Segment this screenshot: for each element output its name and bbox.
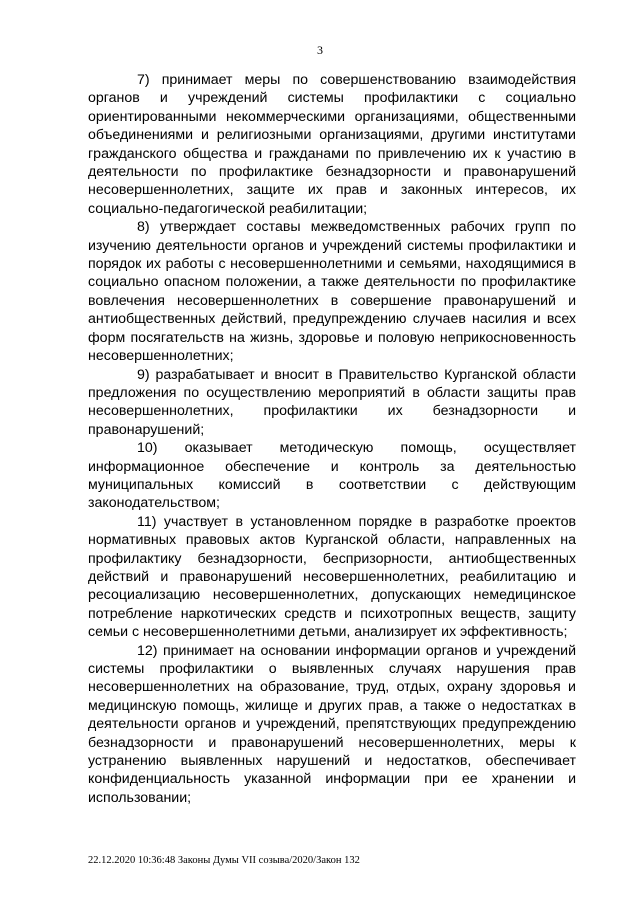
paragraph-item-7: 7) принимает меры по совершенствованию взаимодействия органов и учреждений системы профилактики с социально ориентированными некоммерческими организациями, общественными объединениями и религиозными организациями, другими институтами гражданского общества и гражданами по привлечению их к участию в деятельности по профилактике безнадзорности и правонарушений несовершеннолетних, защите их прав и законных интересов, их социально-педагогической реабилитации; bbox=[88, 72, 576, 217]
paragraph-item-8: 8) утверждает составы межведомственных рабочих групп по изучению деятельности органов и учреждений системы профилактики и порядок их работы с несовершеннолетними и семьями, находящимися в социально опасном положении, а также деятельности по профилактике вовлечения несовершеннолетних в совершение правонарушений и антиобщественных действий, предупреждению случаев насилия и всех форм посягательств на жизнь, здоровье и половую неприкосновенность несовершеннолетних; bbox=[88, 219, 576, 365]
paragraph-item-9: 9) разрабатывает и вносит в Правительство Курганской области предложения по осуществлению мероприятий в области защиты прав несовершеннолетних, профилактики их безнадзорности и правонарушений; bbox=[88, 366, 576, 438]
page-number: 3 bbox=[317, 43, 323, 57]
document-body bbox=[88, 71, 576, 807]
document-footer-stamp: 22.12.2020 10:36:48 Законы Думы VII созыва/2020/Закон 132 bbox=[88, 855, 360, 866]
paragraph-item-10: 10) оказывает методическую помощь, осуществляет информационное обеспечение и контроль за деятельностью муниципальных комиссий в соответствии с действующим законодательством; bbox=[88, 440, 576, 512]
paragraph-item-12: 12) принимает на основании информации органов и учреждений системы профилактики о выявленных случаях нарушения прав несовершеннолетних на образование, труд, отдых, охрану здоровья и медицинскую помощь, жилище и других прав, а также о недостатках в деятельности органов и учреждений, препятствующих предупреждению безнадзорности и правонарушений несовершеннолетних, меры к устранению выявленных нарушений и недостатков, обеспечивает конфиденциальность указанной информации при ее хранении и использовании; bbox=[88, 642, 576, 806]
paragraph-item-11: 11) участвует в установленном порядке в разработке проектов нормативных правовых актов Курганской области, направленных на профилактику безнадзорности, беспризорности, антиобщественных действий и правонарушений несовершеннолетних, реабилитацию и ресоциализацию несовершеннолетних, допускающих немедицинское потребление наркотических средств и психотропных веществ, защиту семьи с несовершеннолетними детьми, анализирует их эффективность; bbox=[88, 513, 576, 641]
